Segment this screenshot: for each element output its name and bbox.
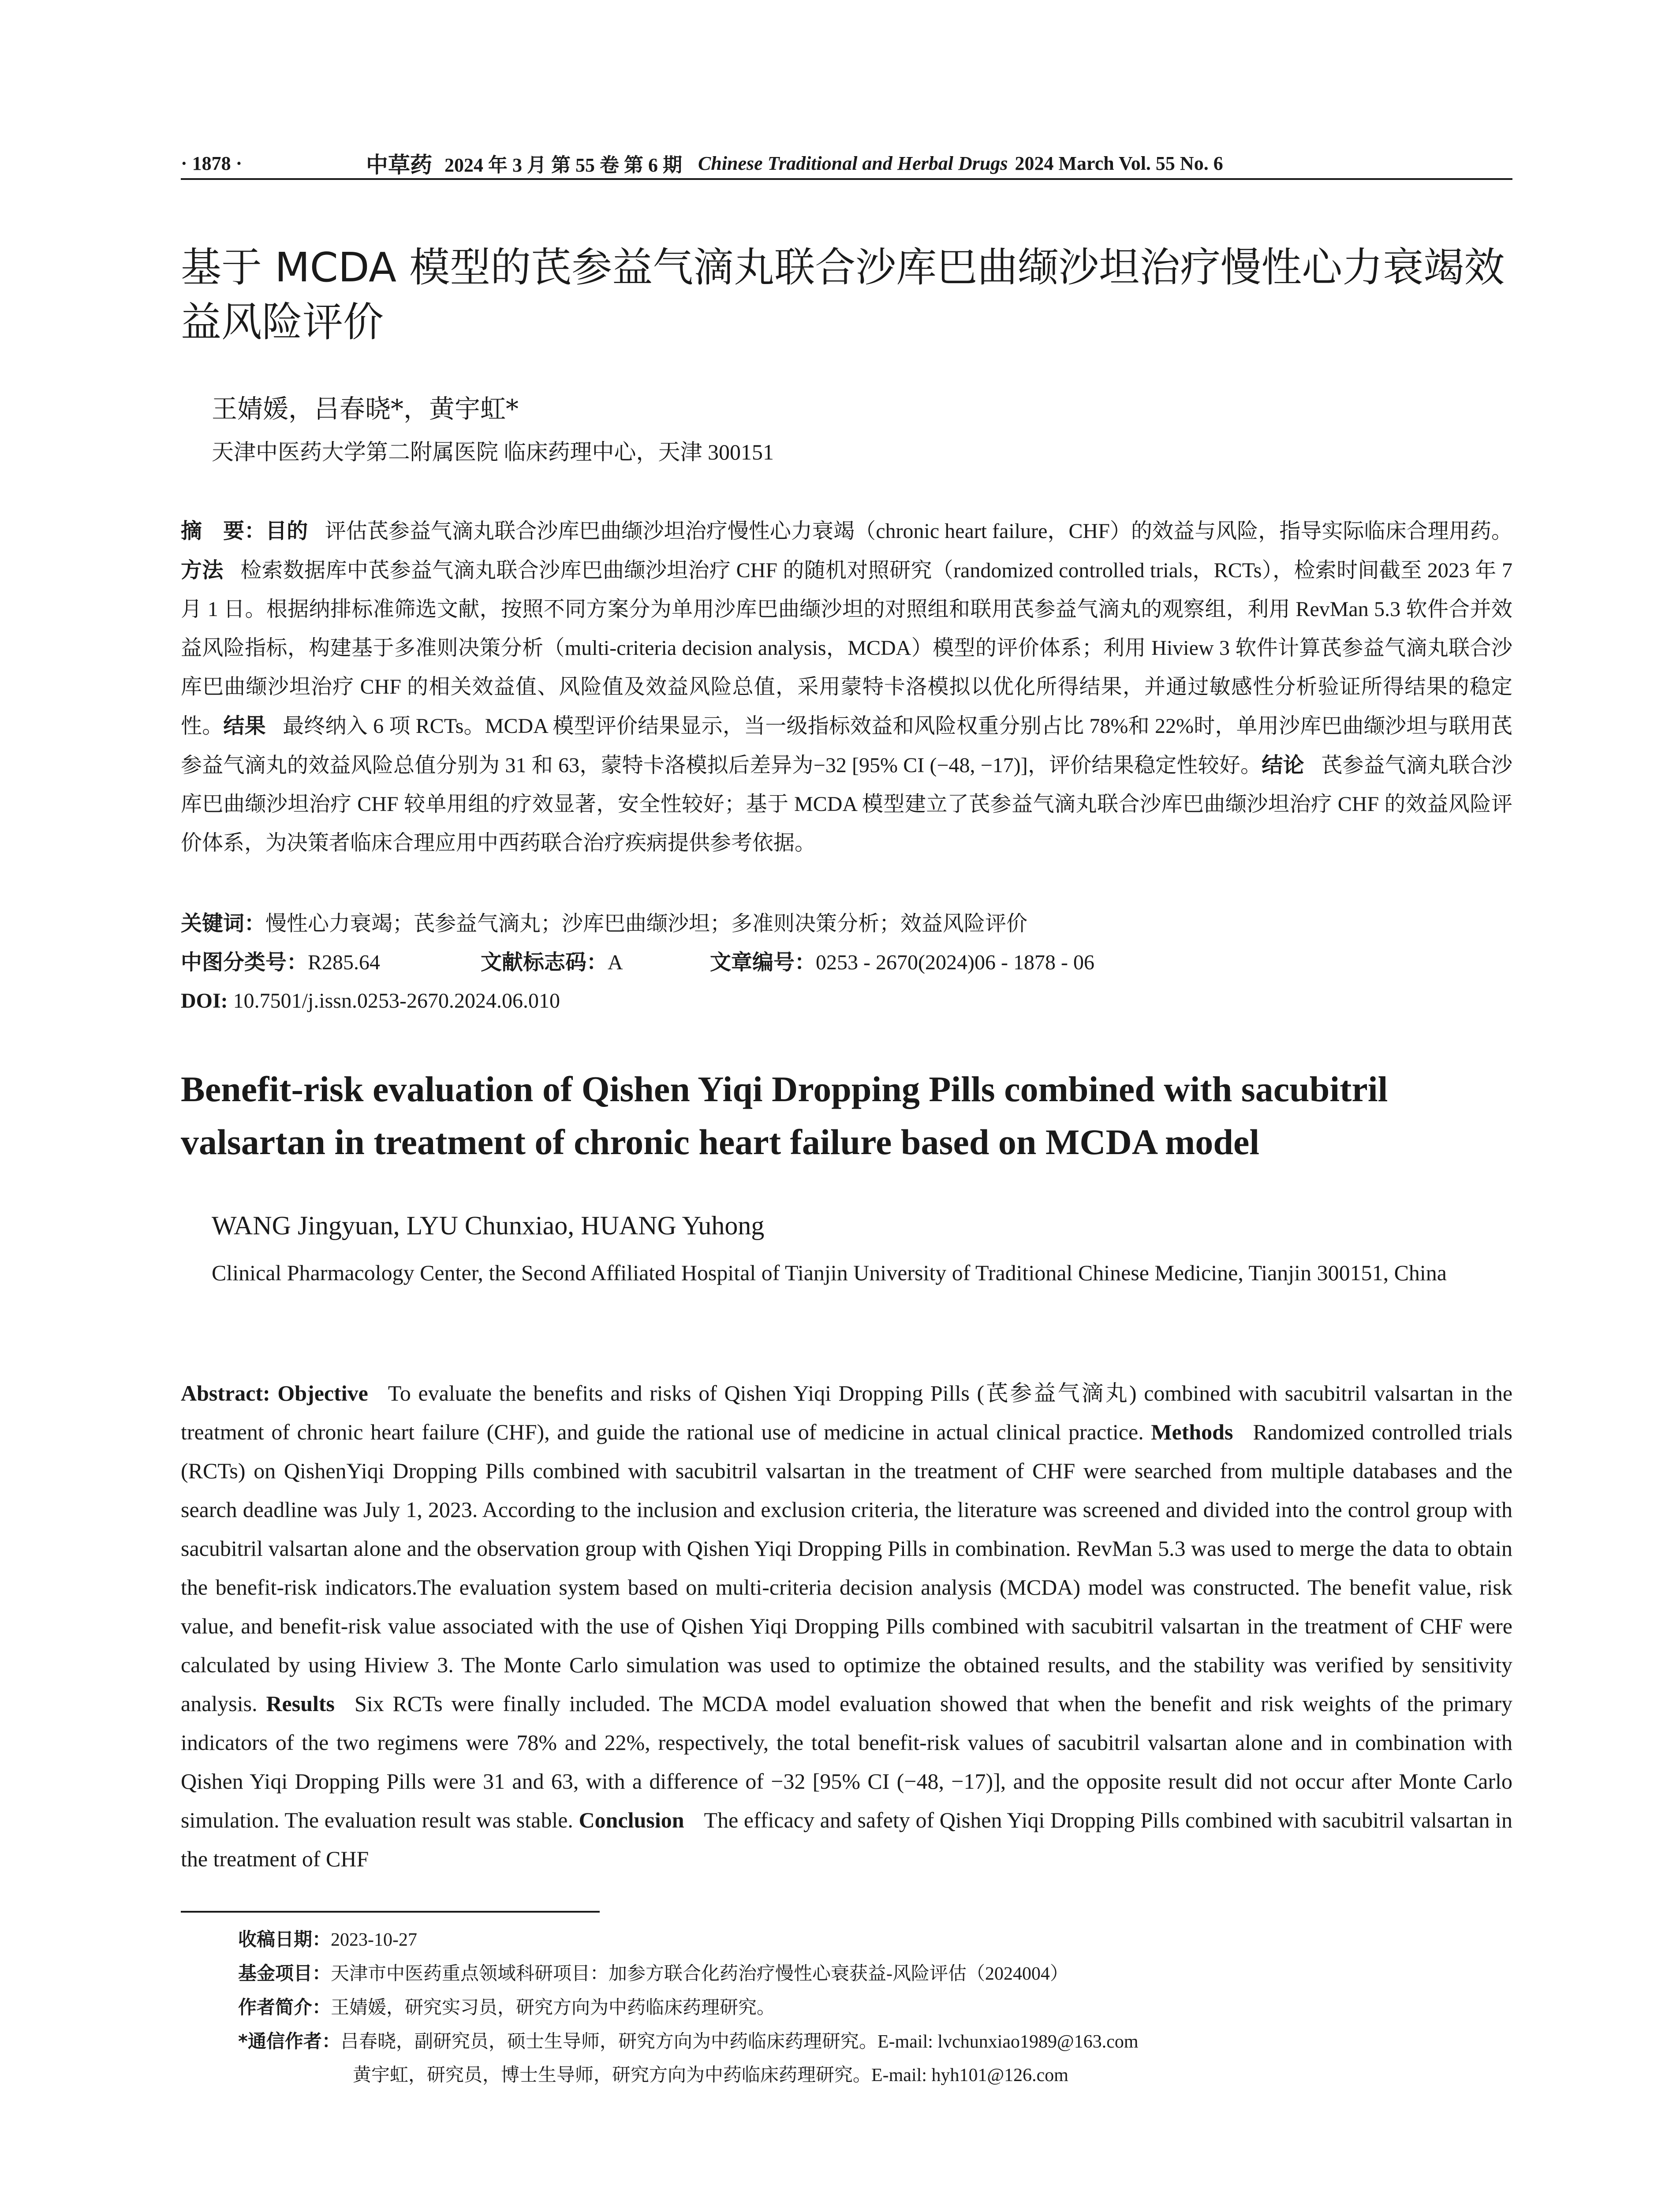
authors-en: WANG Jingyuan, LYU Chunxiao, HUANG Yuhong	[212, 1211, 765, 1240]
results-label-cn: 结果	[223, 714, 266, 738]
objective-label-cn: 目的	[265, 519, 308, 543]
conclusion-label-en: Conclusion	[579, 1808, 684, 1832]
journal-name-cn: 中草药	[366, 152, 432, 178]
affiliation-cn: 天津中医药大学第二附属医院 临床药理中心，天津 300151	[212, 440, 774, 464]
results-text-cn: 最终纳入 6 项 RCTs。MCDA 模型评价结果显示，当一级指标效益和风险权重分别占比 78%和 22%时，单用沙库巴曲缬沙坦与联用芪参益气滴丸的效益风险总值分别为 31 和 63，蒙特卡洛模拟后差异为−32 [95% CI (−48, −17)]，评价结果稳定性较好。	[181, 714, 1512, 777]
abstract-en	[181, 1374, 1512, 1878]
keywords-value: 慢性心力衰竭；芪参益气滴丸；沙库巴曲缬沙坦；多准则决策分析；效益风险评价	[265, 912, 1028, 935]
authors-cn: 王婧媛，吕春晓*，黄宇虹*	[212, 394, 519, 424]
journal-name-en: Chinese Traditional and Herbal Drugs	[698, 152, 1008, 174]
title-cn: 基于 MCDA 模型的芪参益气滴丸联合沙库巴曲缬沙坦治疗慢性心力衰竭效益风险评价	[181, 244, 1505, 346]
article-number: 文章编号：0253 - 2670(2024)06 - 1878 - 06	[710, 950, 1094, 975]
objective-text-cn: 评估芪参益气滴丸联合沙库巴曲缬沙坦治疗慢性心力衰竭（chronic heart failure，CHF）的效益与风险，指导实际临床合理用药。	[325, 519, 1512, 543]
methods-label-cn: 方法	[181, 558, 224, 583]
doi-label: DOI:	[181, 989, 228, 1013]
abstract-en-label: Abstract:	[181, 1381, 270, 1405]
footnote-rule	[181, 1911, 600, 1913]
abstract-cn	[181, 512, 1512, 863]
conclusion-label-cn: 结论	[1262, 753, 1304, 777]
clc-number: 中图分类号：R285.64	[181, 950, 381, 975]
classification-line	[181, 943, 1512, 982]
title-en: Benefit-risk evaluation of Qishen Yiqi Dropping Pills combined with sacubitril valsartan in treatment of chronic heart failure based on MCDA model	[181, 1069, 1388, 1162]
received-date: 收稿日期：2023-10-27	[238, 1928, 417, 1950]
conclusion-text-en: The efficacy and safety of Qishen Yiqi Dropping Pills combined with sacubitril valsartan in the treatment of CHF	[181, 1808, 1512, 1871]
issue-info-en: 2024 March Vol. 55 No. 6	[1015, 152, 1223, 174]
abstract-cn-label: 摘 要：	[181, 519, 266, 543]
author-bio: 作者简介：王婧媛，研究实习员，研究方向为中药临床药理研究。	[238, 1996, 776, 2018]
footnotes	[238, 1923, 1512, 2092]
issue-info-cn: 2024 年 3 月 第 55 卷 第 6 期	[444, 154, 682, 176]
doi-line	[181, 982, 1512, 1020]
results-label-en: Results	[266, 1691, 335, 1716]
keywords-label: 关键词：	[181, 911, 266, 936]
objective-text-en: To evaluate the benefits and risks of Qishen Yiqi Dropping Pills (芪参益气滴丸) combined with sacubitril valsartan in the treatment of chronic heart failure (CHF), and guide the rational use of medicine in actual clinical practice.	[181, 1381, 1513, 1444]
keywords	[181, 904, 1512, 943]
affiliation-en: Clinical Pharmacology Center, the Second Affiliated Hospital of Tianjin University of Traditional Chinese Medicine, Tianjin 300151, China	[212, 1260, 1447, 1285]
corresponding-author-1: *通信作者：吕春晓，副研究员，硕士生导师，研究方向为中药临床药理研究。E-mail: lvchunxiao1989@163.com	[238, 2030, 1139, 2052]
corresponding-author-2: 黄宇虹，研究员，博士生导师，研究方向为中药临床药理研究。E-mail: hyh101@126.com	[353, 2065, 1068, 2085]
objective-label-en: Objective	[277, 1381, 368, 1405]
header-rule	[181, 178, 1512, 180]
conclusion-text-cn: 芪参益气滴丸联合沙库巴曲缬沙坦治疗 CHF 较单用组的疗效显著，安全性较好；基于 MCDA 模型建立了芪参益气滴丸联合沙库巴曲缬沙坦治疗 CHF 的效益风险评价体系，为决策者临床合理应用中西药联合治疗疾病提供参考依据。	[181, 754, 1512, 855]
fund-info: 基金项目：天津市中医药重点领域科研项目：加参方联合化药治疗慢性心衰获益-风险评估（2024004）	[238, 1962, 1069, 1984]
methods-text-en: Randomized controlled trials (RCTs) on QishenYiqi Dropping Pills combined with sacubitril valsartan in the treatment of CHF were searched from multiple databases and the search deadline was July 1, 2023. According to the inclusion and exclusion criteria, the literature was screened and divided into the control group with sacubitril valsartan alone and the observation group with Qishen Yiqi Dropping Pills in combination. RevMan 5.3 was used to merge the data to obtain the benefit-risk indicators.The evaluation system based on multi-criteria decision analysis (MCDA) model was constructed. The benefit value, risk value, and benefit-risk value associated with the use of Qishen Yiqi Dropping Pills combined with sacubitril valsartan in the treatment of CHF were calculated by using Hiview 3. The Monte Carlo simulation was used to optimize the obtained results, and the stability was verified by sensitivity analysis.	[181, 1420, 1512, 1716]
results-text-en: Six RCTs were finally included. The MCDA model evaluation showed that when the benefit and risk weights of the primary indicators of the two regimens were 78% and 22%, respectively, the total benefit-risk values of sacubitril valsartan alone and in combination with Qishen Yiqi Dropping Pills were 31 and 63, with a difference of −32 [95% CI (−48, −17)], and the opposite result did not occur after Monte Carlo simulation. The evaluation result was stable.	[181, 1691, 1513, 1832]
methods-label-en: Methods	[1151, 1420, 1233, 1444]
doi-value[interactable]: 10.7501/j.issn.0253-2670.2024.06.010	[233, 989, 560, 1013]
running-header	[181, 146, 1512, 181]
methods-text-cn: 检索数据库中芪参益气滴丸联合沙库巴曲缬沙坦治疗 CHF 的随机对照研究（randomized controlled trials，RCTs），检索时间截至 2023 年 7 月 1 日。根据纳排标准筛选文献，按照不同方案分为单用沙库巴曲缬沙坦的对照组和联用芪参益气滴丸的观察组，利用 RevMan 5.3 软件合并效益风险指标，构建基于多准则决策分析（multi-criteria decision analysis，MCDA）模型的评价体系；利用 Hiview 3 软件计算芪参益气滴丸联合沙库巴曲缬沙坦治疗 CHF 的相关效益值、风险值及效益风险总值，采用蒙特卡洛模拟以优化所得结果，并通过敏感性分析验证所得结果的稳定性。	[181, 559, 1512, 738]
document-code: 文献标志码：A	[481, 950, 623, 975]
page-number: · 1878 ·	[181, 152, 243, 174]
